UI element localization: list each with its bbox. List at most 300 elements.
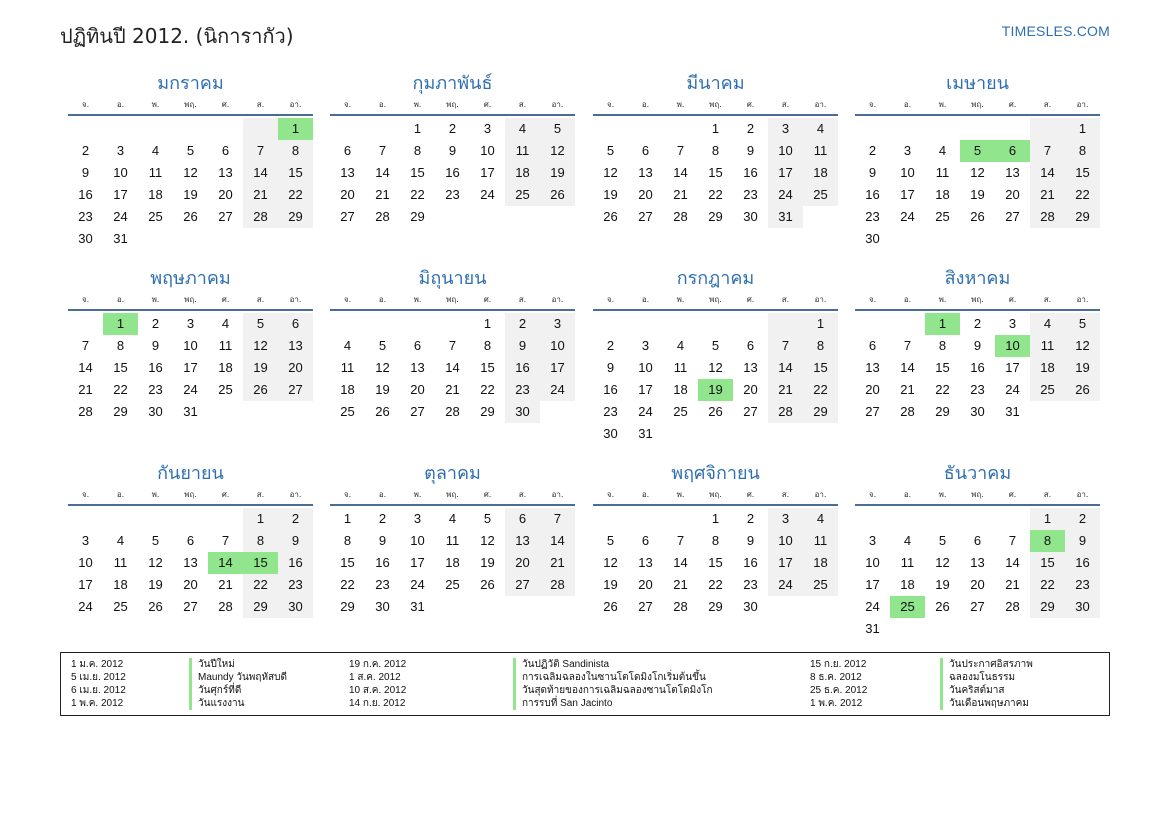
day-cell[interactable]: 7 — [243, 140, 278, 162]
day-cell[interactable]: 20 — [865, 382, 880, 397]
day-cell[interactable]: 12 — [935, 555, 950, 570]
day-cell[interactable]: 26 — [148, 599, 163, 614]
day-cell[interactable]: 12 — [243, 335, 278, 357]
day-cell[interactable]: 7 — [448, 338, 457, 353]
day-cell[interactable]: 31 — [865, 621, 880, 636]
day-cell[interactable]: 29 — [243, 596, 278, 618]
day-cell[interactable]: 24 — [900, 209, 915, 224]
day-cell[interactable]: 10 — [638, 360, 653, 375]
day-cell[interactable]: 26 — [603, 209, 618, 224]
day-cell[interactable]: 3 — [186, 316, 195, 331]
day-cell[interactable]: 10 — [768, 530, 803, 552]
day-cell[interactable]: 2 — [278, 508, 313, 530]
day-cell[interactable]: 23 — [865, 209, 880, 224]
day-cell[interactable]: 27 — [505, 574, 540, 596]
day-cell[interactable]: 18 — [935, 187, 950, 202]
day-cell[interactable]: 10 — [995, 335, 1030, 357]
day-cell[interactable]: 17 — [768, 162, 803, 184]
day-cell[interactable]: 23 — [78, 209, 93, 224]
day-cell[interactable]: 9 — [278, 530, 313, 552]
day-cell[interactable]: 23 — [445, 187, 460, 202]
day-cell[interactable]: 19 — [603, 187, 618, 202]
day-cell[interactable]: 24 — [78, 599, 93, 614]
day-cell[interactable]: 10 — [410, 533, 425, 548]
day-cell[interactable]: 3 — [81, 533, 90, 548]
day-cell[interactable]: 9 — [81, 165, 90, 180]
day-cell[interactable]: 4 — [221, 316, 230, 331]
day-cell[interactable]: 17 — [78, 577, 93, 592]
day-cell[interactable]: 10 — [540, 335, 575, 357]
day-cell[interactable]: 21 — [673, 187, 688, 202]
day-cell[interactable]: 17 — [183, 360, 198, 375]
day-cell[interactable]: 24 — [410, 577, 425, 592]
day-cell[interactable]: 29 — [1065, 206, 1100, 228]
day-cell[interactable]: 29 — [480, 404, 495, 419]
day-cell[interactable]: 2 — [1065, 508, 1100, 530]
day-cell[interactable]: 5 — [151, 533, 160, 548]
day-cell[interactable]: 4 — [116, 533, 125, 548]
day-cell[interactable]: 15 — [1030, 552, 1065, 574]
day-cell[interactable]: 2 — [746, 511, 755, 526]
day-cell[interactable]: 12 — [970, 165, 985, 180]
day-cell[interactable]: 11 — [340, 360, 355, 375]
day-cell[interactable]: 22 — [278, 184, 313, 206]
day-cell[interactable]: 8 — [343, 533, 352, 548]
day-cell[interactable]: 29 — [278, 206, 313, 228]
day-cell[interactable]: 12 — [708, 360, 723, 375]
day-cell[interactable]: 17 — [638, 382, 653, 397]
day-cell[interactable]: 30 — [970, 404, 985, 419]
day-cell[interactable]: 6 — [973, 533, 982, 548]
day-cell[interactable]: 10 — [768, 140, 803, 162]
day-cell[interactable]: 23 — [505, 379, 540, 401]
day-cell[interactable]: 11 — [803, 530, 838, 552]
day-cell[interactable]: 22 — [708, 187, 723, 202]
day-cell[interactable]: 11 — [113, 555, 128, 570]
day-cell[interactable]: 18 — [340, 382, 355, 397]
day-cell[interactable]: 9 — [973, 338, 982, 353]
day-cell[interactable]: 12 — [480, 533, 495, 548]
day-cell[interactable]: 16 — [278, 552, 313, 574]
day-cell[interactable]: 13 — [410, 360, 425, 375]
day-cell[interactable]: 2 — [81, 143, 90, 158]
day-cell[interactable]: 2 — [606, 338, 615, 353]
day-cell[interactable]: 7 — [1008, 533, 1017, 548]
day-cell[interactable]: 11 — [900, 555, 915, 570]
day-cell[interactable]: 11 — [445, 533, 460, 548]
day-cell[interactable]: 21 — [375, 187, 390, 202]
day-cell[interactable]: 17 — [900, 187, 915, 202]
day-cell[interactable]: 13 — [218, 165, 233, 180]
day-cell[interactable]: 30 — [865, 231, 880, 246]
day-cell[interactable]: 19 — [243, 357, 278, 379]
day-cell[interactable]: 27 — [340, 209, 355, 224]
day-cell[interactable]: 28 — [243, 206, 278, 228]
day-cell[interactable]: 6 — [995, 140, 1030, 162]
day-cell[interactable]: 9 — [378, 533, 387, 548]
day-cell[interactable]: 2 — [151, 316, 160, 331]
day-cell[interactable]: 14 — [375, 165, 390, 180]
day-cell[interactable]: 7 — [1030, 140, 1065, 162]
day-cell[interactable]: 14 — [445, 360, 460, 375]
day-cell[interactable]: 5 — [186, 143, 195, 158]
day-cell[interactable]: 17 — [1005, 360, 1020, 375]
day-cell[interactable]: 26 — [183, 209, 198, 224]
day-cell[interactable]: 25 — [803, 574, 838, 596]
day-cell[interactable]: 3 — [1008, 316, 1017, 331]
day-cell[interactable]: 26 — [603, 599, 618, 614]
day-cell[interactable]: 11 — [148, 165, 163, 180]
day-cell[interactable]: 20 — [743, 382, 758, 397]
day-cell[interactable]: 6 — [186, 533, 195, 548]
day-cell[interactable]: 7 — [676, 143, 685, 158]
day-cell[interactable]: 31 — [410, 599, 425, 614]
day-cell[interactable]: 19 — [970, 187, 985, 202]
day-cell[interactable]: 27 — [1005, 209, 1020, 224]
day-cell[interactable]: 18 — [803, 162, 838, 184]
day-cell[interactable]: 8 — [938, 338, 947, 353]
day-cell[interactable]: 29 — [935, 404, 950, 419]
day-cell[interactable]: 26 — [970, 209, 985, 224]
day-cell[interactable]: 26 — [708, 404, 723, 419]
day-cell[interactable]: 18 — [900, 577, 915, 592]
day-cell[interactable]: 17 — [113, 187, 128, 202]
day-cell[interactable]: 7 — [221, 533, 230, 548]
day-cell[interactable]: 13 — [865, 360, 880, 375]
day-cell[interactable]: 3 — [768, 118, 803, 140]
day-cell[interactable]: 22 — [803, 379, 838, 401]
day-cell[interactable]: 5 — [243, 313, 278, 335]
day-cell[interactable]: 17 — [865, 577, 880, 592]
day-cell[interactable]: 2 — [378, 511, 387, 526]
day-cell[interactable]: 14 — [673, 165, 688, 180]
day-cell[interactable]: 1 — [278, 118, 313, 140]
day-cell[interactable]: 26 — [480, 577, 495, 592]
day-cell[interactable]: 1 — [711, 511, 720, 526]
day-cell[interactable]: 14 — [540, 530, 575, 552]
day-cell[interactable]: 25 — [935, 209, 950, 224]
day-cell[interactable]: 19 — [1065, 357, 1100, 379]
day-cell[interactable]: 22 — [410, 187, 425, 202]
day-cell[interactable]: 8 — [116, 338, 125, 353]
day-cell[interactable]: 3 — [483, 121, 492, 136]
day-cell[interactable]: 23 — [278, 574, 313, 596]
day-cell[interactable]: 25 — [340, 404, 355, 419]
day-cell[interactable]: 27 — [278, 379, 313, 401]
day-cell[interactable]: 14 — [673, 555, 688, 570]
day-cell[interactable]: 13 — [1005, 165, 1020, 180]
day-cell[interactable]: 4 — [448, 511, 457, 526]
day-cell[interactable]: 18 — [505, 162, 540, 184]
day-cell[interactable]: 23 — [970, 382, 985, 397]
day-cell[interactable]: 25 — [1030, 379, 1065, 401]
day-cell[interactable]: 28 — [445, 404, 460, 419]
day-cell[interactable]: 21 — [218, 577, 233, 592]
day-cell[interactable]: 15 — [1065, 162, 1100, 184]
day-cell[interactable]: 1 — [343, 511, 352, 526]
day-cell[interactable]: 11 — [505, 140, 540, 162]
day-cell[interactable]: 14 — [243, 162, 278, 184]
day-cell[interactable]: 21 — [1030, 184, 1065, 206]
day-cell[interactable]: 6 — [343, 143, 352, 158]
day-cell[interactable]: 18 — [445, 555, 460, 570]
day-cell[interactable]: 28 — [540, 574, 575, 596]
day-cell[interactable]: 8 — [803, 335, 838, 357]
day-cell[interactable]: 26 — [540, 184, 575, 206]
day-cell[interactable]: 6 — [505, 508, 540, 530]
day-cell[interactable]: 8 — [278, 140, 313, 162]
day-cell[interactable]: 15 — [935, 360, 950, 375]
day-cell[interactable]: 2 — [868, 143, 877, 158]
day-cell[interactable]: 25 — [505, 184, 540, 206]
day-cell[interactable]: 30 — [743, 599, 758, 614]
day-cell[interactable]: 10 — [113, 165, 128, 180]
day-cell[interactable]: 18 — [803, 552, 838, 574]
day-cell[interactable]: 16 — [743, 555, 758, 570]
day-cell[interactable]: 3 — [768, 508, 803, 530]
day-cell[interactable]: 21 — [768, 379, 803, 401]
day-cell[interactable]: 12 — [183, 165, 198, 180]
day-cell[interactable]: 5 — [483, 511, 492, 526]
day-cell[interactable]: 12 — [375, 360, 390, 375]
day-cell[interactable]: 9 — [746, 143, 755, 158]
day-cell[interactable]: 23 — [743, 577, 758, 592]
day-cell[interactable]: 26 — [1065, 379, 1100, 401]
day-cell[interactable]: 26 — [935, 599, 950, 614]
day-cell[interactable]: 28 — [1030, 206, 1065, 228]
day-cell[interactable]: 1 — [925, 313, 960, 335]
day-cell[interactable]: 20 — [638, 577, 653, 592]
day-cell[interactable]: 29 — [803, 401, 838, 423]
day-cell[interactable]: 14 — [1030, 162, 1065, 184]
day-cell[interactable]: 12 — [148, 555, 163, 570]
day-cell[interactable]: 15 — [480, 360, 495, 375]
day-cell[interactable]: 9 — [151, 338, 160, 353]
day-cell[interactable]: 22 — [1065, 184, 1100, 206]
day-cell[interactable]: 20 — [340, 187, 355, 202]
day-cell[interactable]: 13 — [638, 165, 653, 180]
day-cell[interactable]: 1 — [413, 121, 422, 136]
day-cell[interactable]: 18 — [218, 360, 233, 375]
day-cell[interactable]: 18 — [113, 577, 128, 592]
day-cell[interactable]: 31 — [113, 231, 128, 246]
day-cell[interactable]: 11 — [1030, 335, 1065, 357]
day-cell[interactable]: 18 — [673, 382, 688, 397]
day-cell[interactable]: 25 — [890, 596, 925, 618]
day-cell[interactable]: 14 — [900, 360, 915, 375]
day-cell[interactable]: 18 — [148, 187, 163, 202]
day-cell[interactable]: 10 — [480, 143, 495, 158]
day-cell[interactable]: 29 — [1030, 596, 1065, 618]
day-cell[interactable]: 15 — [243, 552, 278, 574]
day-cell[interactable]: 15 — [113, 360, 128, 375]
day-cell[interactable]: 3 — [641, 338, 650, 353]
day-cell[interactable]: 16 — [78, 187, 93, 202]
day-cell[interactable]: 15 — [708, 555, 723, 570]
day-cell[interactable]: 8 — [413, 143, 422, 158]
day-cell[interactable]: 25 — [218, 382, 233, 397]
day-cell[interactable]: 30 — [148, 404, 163, 419]
day-cell[interactable]: 4 — [803, 508, 838, 530]
day-cell[interactable]: 6 — [868, 338, 877, 353]
day-cell[interactable]: 30 — [743, 209, 758, 224]
day-cell[interactable]: 7 — [768, 335, 803, 357]
day-cell[interactable]: 10 — [865, 555, 880, 570]
day-cell[interactable]: 28 — [1005, 599, 1020, 614]
day-cell[interactable]: 13 — [340, 165, 355, 180]
day-cell[interactable]: 15 — [708, 165, 723, 180]
day-cell[interactable]: 1 — [103, 313, 138, 335]
day-cell[interactable]: 23 — [603, 404, 618, 419]
day-cell[interactable]: 26 — [375, 404, 390, 419]
day-cell[interactable]: 22 — [708, 577, 723, 592]
day-cell[interactable]: 12 — [603, 555, 618, 570]
day-cell[interactable]: 4 — [803, 118, 838, 140]
day-cell[interactable]: 10 — [183, 338, 198, 353]
day-cell[interactable]: 17 — [768, 552, 803, 574]
day-cell[interactable]: 4 — [505, 118, 540, 140]
day-cell[interactable]: 9 — [746, 533, 755, 548]
day-cell[interactable]: 5 — [1065, 313, 1100, 335]
day-cell[interactable]: 2 — [505, 313, 540, 335]
day-cell[interactable]: 22 — [243, 574, 278, 596]
day-cell[interactable]: 11 — [218, 338, 233, 353]
day-cell[interactable]: 5 — [540, 118, 575, 140]
day-cell[interactable]: 14 — [1005, 555, 1020, 570]
brand-link[interactable]: TIMESLES.COM — [1001, 23, 1110, 39]
day-cell[interactable]: 30 — [78, 231, 93, 246]
day-cell[interactable]: 19 — [183, 187, 198, 202]
day-cell[interactable]: 16 — [1065, 552, 1100, 574]
day-cell[interactable]: 24 — [183, 382, 198, 397]
day-cell[interactable]: 26 — [243, 379, 278, 401]
day-cell[interactable]: 27 — [410, 404, 425, 419]
day-cell[interactable]: 13 — [278, 335, 313, 357]
day-cell[interactable]: 27 — [970, 599, 985, 614]
day-cell[interactable]: 13 — [183, 555, 198, 570]
day-cell[interactable]: 4 — [151, 143, 160, 158]
day-cell[interactable]: 20 — [183, 577, 198, 592]
day-cell[interactable]: 18 — [1030, 357, 1065, 379]
day-cell[interactable]: 28 — [375, 209, 390, 224]
day-cell[interactable]: 9 — [606, 360, 615, 375]
day-cell[interactable]: 9 — [505, 335, 540, 357]
day-cell[interactable]: 27 — [638, 599, 653, 614]
day-cell[interactable]: 6 — [413, 338, 422, 353]
day-cell[interactable]: 19 — [375, 382, 390, 397]
day-cell[interactable]: 24 — [865, 599, 880, 614]
day-cell[interactable]: 28 — [218, 599, 233, 614]
day-cell[interactable]: 13 — [638, 555, 653, 570]
day-cell[interactable]: 5 — [606, 143, 615, 158]
day-cell[interactable]: 13 — [743, 360, 758, 375]
day-cell[interactable]: 16 — [970, 360, 985, 375]
day-cell[interactable]: 27 — [218, 209, 233, 224]
day-cell[interactable]: 5 — [606, 533, 615, 548]
day-cell[interactable]: 7 — [903, 338, 912, 353]
day-cell[interactable]: 11 — [803, 140, 838, 162]
day-cell[interactable]: 29 — [708, 209, 723, 224]
day-cell[interactable]: 22 — [113, 382, 128, 397]
day-cell[interactable]: 23 — [375, 577, 390, 592]
day-cell[interactable]: 29 — [340, 599, 355, 614]
day-cell[interactable]: 14 — [208, 552, 243, 574]
day-cell[interactable]: 16 — [603, 382, 618, 397]
day-cell[interactable]: 22 — [935, 382, 950, 397]
day-cell[interactable]: 30 — [375, 599, 390, 614]
day-cell[interactable]: 8 — [1030, 530, 1065, 552]
day-cell[interactable]: 24 — [540, 379, 575, 401]
day-cell[interactable]: 21 — [243, 184, 278, 206]
day-cell[interactable]: 6 — [746, 338, 755, 353]
day-cell[interactable]: 16 — [148, 360, 163, 375]
day-cell[interactable]: 19 — [148, 577, 163, 592]
day-cell[interactable]: 28 — [673, 209, 688, 224]
day-cell[interactable]: 6 — [641, 143, 650, 158]
day-cell[interactable]: 20 — [970, 577, 985, 592]
day-cell[interactable]: 2 — [746, 121, 755, 136]
day-cell[interactable]: 15 — [803, 357, 838, 379]
day-cell[interactable]: 20 — [410, 382, 425, 397]
day-cell[interactable]: 20 — [218, 187, 233, 202]
day-cell[interactable]: 8 — [1065, 140, 1100, 162]
day-cell[interactable]: 16 — [445, 165, 460, 180]
day-cell[interactable]: 30 — [603, 426, 618, 441]
day-cell[interactable]: 1 — [483, 316, 492, 331]
day-cell[interactable]: 29 — [708, 599, 723, 614]
day-cell[interactable]: 7 — [81, 338, 90, 353]
day-cell[interactable]: 5 — [960, 140, 995, 162]
day-cell[interactable]: 29 — [410, 209, 425, 224]
day-cell[interactable]: 29 — [113, 404, 128, 419]
day-cell[interactable]: 17 — [540, 357, 575, 379]
day-cell[interactable]: 30 — [1065, 596, 1100, 618]
day-cell[interactable]: 31 — [183, 404, 198, 419]
day-cell[interactable]: 21 — [673, 577, 688, 592]
day-cell[interactable]: 13 — [505, 530, 540, 552]
day-cell[interactable]: 1 — [803, 313, 838, 335]
day-cell[interactable]: 13 — [970, 555, 985, 570]
day-cell[interactable]: 21 — [1005, 577, 1020, 592]
day-cell[interactable]: 27 — [183, 599, 198, 614]
day-cell[interactable]: 8 — [483, 338, 492, 353]
day-cell[interactable]: 4 — [343, 338, 352, 353]
day-cell[interactable]: 3 — [868, 533, 877, 548]
day-cell[interactable]: 8 — [711, 533, 720, 548]
day-cell[interactable]: 8 — [711, 143, 720, 158]
day-cell[interactable]: 19 — [480, 555, 495, 570]
day-cell[interactable]: 21 — [78, 382, 93, 397]
day-cell[interactable]: 6 — [641, 533, 650, 548]
day-cell[interactable]: 11 — [935, 165, 950, 180]
day-cell[interactable]: 24 — [638, 404, 653, 419]
day-cell[interactable]: 17 — [410, 555, 425, 570]
day-cell[interactable]: 21 — [445, 382, 460, 397]
day-cell[interactable]: 7 — [378, 143, 387, 158]
day-cell[interactable]: 25 — [673, 404, 688, 419]
day-cell[interactable]: 27 — [865, 404, 880, 419]
day-cell[interactable]: 20 — [638, 187, 653, 202]
day-cell[interactable]: 1 — [243, 508, 278, 530]
day-cell[interactable]: 11 — [673, 360, 688, 375]
day-cell[interactable]: 31 — [638, 426, 653, 441]
day-cell[interactable]: 19 — [935, 577, 950, 592]
day-cell[interactable]: 12 — [540, 140, 575, 162]
day-cell[interactable]: 31 — [768, 206, 803, 228]
day-cell[interactable]: 15 — [340, 555, 355, 570]
day-cell[interactable]: 1 — [1030, 508, 1065, 530]
day-cell[interactable]: 27 — [638, 209, 653, 224]
